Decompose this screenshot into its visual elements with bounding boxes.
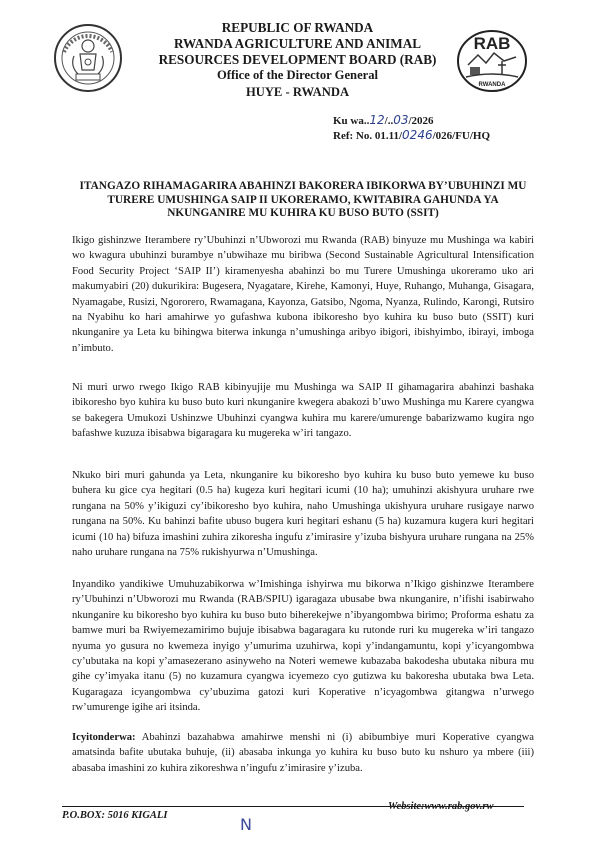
date-separator: /.. — [384, 115, 394, 127]
date-month: 03 — [393, 113, 409, 127]
ref-suffix: /026/FU/HQ — [432, 130, 491, 142]
header-agency-line1: RWANDA AGRICULTURE AND ANIMAL — [173, 36, 422, 51]
logo-text: RAB — [473, 34, 511, 53]
note-label: Icyitonderwa: — [72, 732, 136, 743]
paragraph-2: Ni muri urwo rwego Ikigo RAB kibinyujije mu Mushinga wa SAIP II gihamagarira abahinzi bashaka ibikoresho byo kuhira ku buso buto kuri nkunganire kwegera abakozi b’uwo Mushinga mu Karere cyangwa se bakegera Umukozi Ushinzwe Ubuhinzi cyangwa kuhira mu karere/umurenge babarizwamo kugira ngo bafashwe kuzuza ibisabwa bigaragara ku mugereka w’iri tangazo. — [72, 382, 534, 440]
date-day: 12 — [369, 113, 385, 127]
note-text: Abahinzi bazahabwa amahirwe menshi ni (i) abibumbiye muri Koperative cyangwa amatsinda bafite ubutaka buhuje, (ii) abasaba inkunga yo kuhira ku buso buto ku nshuro ya mbere (iii) abasaba imashini zo kuhira zikoreshwa n’ingufu z’imirasire y’izuba. — [72, 732, 534, 774]
paragraph-4: Inyandiko yandikiwe Umuhuzabikorwa w’Imishinga ishyirwa mu bikorwa n’Ikigo gishinzwe Iterambere ry’Ubuhinzi n’Ubworozi mu Rwanda (RAB/SPIU) igaragaza ubusabe bwa nkunganire, n’ifishi isabirwaho nkunganire ku bikoresho byo kuhira ku buso buto biherekejwe n’ibyangombwa birimo; Proforma eshatu za bamwe muri ba Rwiyemezamirimo bujuje ibisabwa bagaragara ku rutonde ruri ku mugereka w’iri tangazo nyuma yo gusura no kwemeza inyigo y’umurima uzuhirwa, kopi y’indangamuntu, kopi y’icyangombwa cy’ubutaka na kopi y’amasezerano asinyweho na Noteri wemewe kubazaba bakodesha ubutaka nibura mu gihe cy’imyaka itanu (5) no kuzamura cyangwa icyemezo cyo gutizwa ku bakoresha ubutaka bwa Leta. Kugaragaza icyangombwa cy’ubuzima gatozi kuri Koperative n’icyagombwa gitangwa n’urwego rw’umurenge igihe ari itsinda. — [72, 579, 534, 714]
ref-number: 0246 — [402, 128, 433, 142]
handwritten-initial: N — [240, 815, 252, 834]
header-location: HUYE - RWANDA — [245, 85, 350, 99]
paragraph-1: Ikigo gishinzwe Iterambere ry’Ubuhinzi n’Ubworozi mu Rwanda (RAB) binyuze mu Mushinga wa kabiri wo kwagura ubuhinzi burambye n’ubwihaze mu biribwa (Second Sustainable Agricultural Intensification Food Security Project ‘SAIP II’) kiramenyesha abahinzi bo mu Turere Umushinga ukoreramo uko ari makumyabiri (20) dukurikira: Bugesera, Nyagatare, Kirehe, Kamonyi, Huye, Ruhango, Muhanga, Gisagara, Nyamagabe, Rusizi, Ngororero, Rwamagana, Kayonza, Gatsibo, Ngoma, Nyanza, Rulindo, Karongi, Rutsiro na Nyabihu ko hari amahirwe yo gufashwa kubona ibikoresho byo kuhira ku buso buto (SSIT) kuri nkunganire ya Leta ku bihingwa biterwa inkunga n’umushinga aribyo ibigori, ibishyimbo, ibirayi, imboga n’imbuto. — [72, 235, 534, 354]
date-prefix: Ku wa.. — [333, 115, 370, 127]
date-line — [333, 113, 434, 127]
paragraph-3: Nkuko biri muri gahunda ya Leta, nkunganire ku bikoresho byo kuhira ku buso buto yemewe ku buso buhera ku gice cya hegitari (0.5 ha) kugeza kuri hegitari icumi (10 ha); umuhinzi akishyura uruhare rwe rungana na 50% y’ikiguzi cy’ibikoresho byo kuhira, naho Umushinga ukishyura uruhare rusigaye narwo rungana na 50%. Ku bahinzi bafite ubuso bugera kuri hegitari eshanu (5 ha) kuzamura kugera kuri hegitari icumi (10 ha) bifuza imashini zuhira zikoresha ingufu z’imirasire y’izuba bishyura uruhare rungana na 25% naho uruhare rungana na 75% rukishyurwa n’Umushinga. — [72, 470, 534, 559]
logo-subtext: RWANDA — [478, 82, 506, 88]
rab-logo-icon — [452, 25, 532, 95]
footer-website: Website:www.rab.gov.rw — [388, 801, 494, 812]
date-year: /2026 — [408, 115, 434, 127]
header-agency-line2: RESOURCES DEVELOPMENT BOARD (RAB) — [158, 52, 437, 67]
footer-divider — [62, 806, 524, 807]
ref-prefix: Ref: No. 01.11/ — [333, 130, 403, 142]
paragraph-note — [72, 730, 534, 776]
footer-pobox: P.O.BOX: 5016 KIGALI — [62, 810, 168, 821]
header-office: Office of the Director General — [216, 68, 379, 82]
reference-line — [333, 128, 490, 142]
header-republic: REPUBLIC OF RWANDA — [221, 20, 374, 35]
document-title: ITANGAZO RIHAMAGARIRA ABAHINZI BAKORERA IBIKORWA BY’UBUHINZI MU TURERE UMUSHINGA SAIP II UKORERAMO, KWITABIRA GAHUNDA YA NKUNGANIRE MU KUHIRA KU BUSO BUTO (SSIT) — [79, 180, 527, 219]
